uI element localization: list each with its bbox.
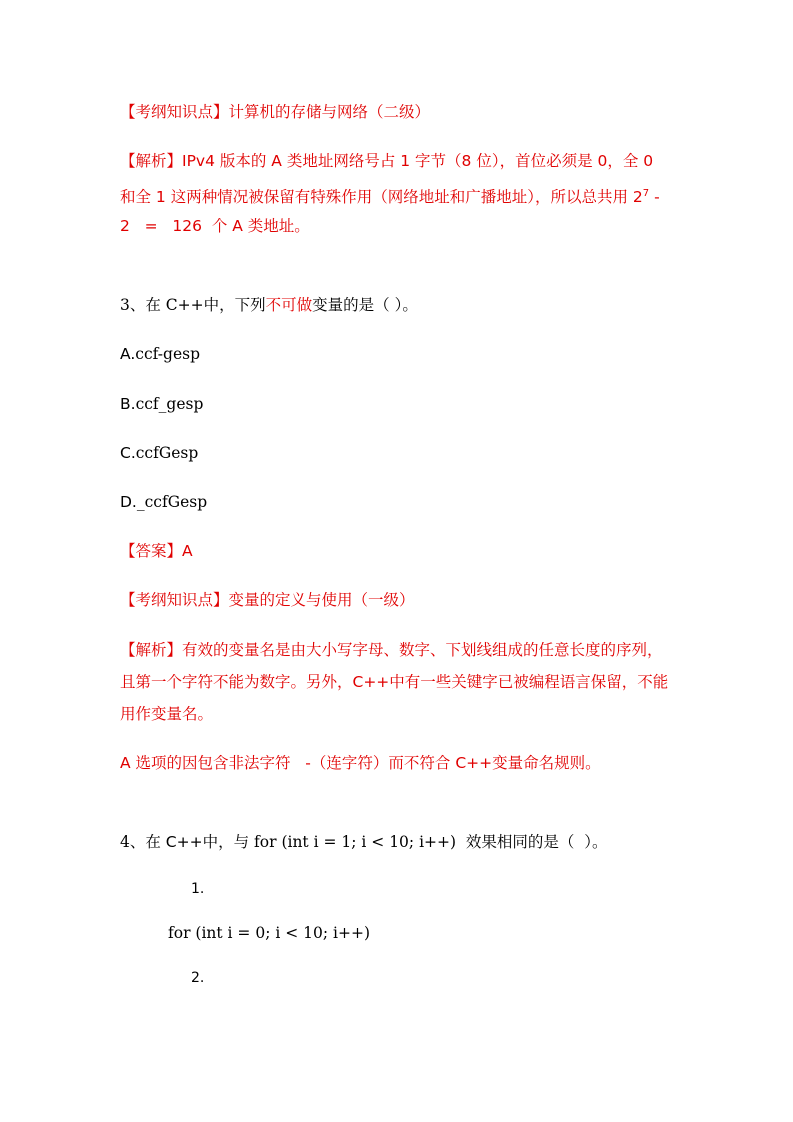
option-text: ccf-gesp <box>135 345 201 363</box>
q3-stem <box>120 295 418 315</box>
option-text: ccfGesp <box>135 444 199 462</box>
q3-stem-emphasis: 不可做 <box>265 296 313 314</box>
q4-item1-code: for (int i = 0; i < 10; i++) <box>168 924 371 942</box>
q4-stem-pre: 4、在 <box>120 833 166 851</box>
option-letter: A. <box>120 345 136 363</box>
q3-answer: 【答案】A <box>120 542 193 560</box>
option-letter: D. <box>120 493 137 511</box>
q3-analysis-line3: 用作变量名。 <box>120 705 214 723</box>
q3-option-a <box>120 344 200 364</box>
q3-stem-post: 变量的是（ ）。 <box>312 296 418 314</box>
q2-analysis-line3: 2 = 126 个 A 类地址。 <box>120 217 310 235</box>
q3-option-d <box>120 492 207 512</box>
q4-stem <box>120 832 608 852</box>
q2-kpoint: 【考纲知识点】计算机的存储与网络（二级） <box>120 103 431 121</box>
option-letter: C. <box>120 444 136 462</box>
q2-analysis-exponent: 7 <box>642 188 650 199</box>
q3-stem-pre: 3、在 C++中，下列 <box>120 296 266 314</box>
q3-option-b <box>120 394 203 414</box>
q4-item2-number: 2. <box>191 970 205 986</box>
option-text: _ccfGesp <box>136 493 208 511</box>
q2-analysis-line2-text: 和全 1 这两种情况被保留有特殊作用（网络地址和广播地址），所以总共用 2 <box>120 188 643 206</box>
q2-analysis-line2 <box>120 184 660 207</box>
q4-item1-number: 1. <box>191 881 205 897</box>
q4-stem-rest: 中，与 for (int i = 1; i < 10; i++) 效果相同的是（ ）。 <box>202 833 608 851</box>
q3-analysis-line1: 【解析】有效的变量名是由大小写字母、数字、下划线组成的任意长度的序列， <box>120 641 663 659</box>
q2-analysis-line2-tail: - <box>649 188 660 206</box>
q3-kpoint: 【考纲知识点】变量的定义与使用（一级） <box>120 591 415 609</box>
q3-analysis-line2: 且第一个字符不能为数字。另外，C++中有一些关键字已被编程语言保留，不能 <box>120 673 669 691</box>
q2-analysis-line1: 【解析】IPv4 版本的 A 类地址网络号占 1 字节（8 位），首位必须是 0，全 0 <box>120 152 654 170</box>
q3-option-c <box>120 443 198 463</box>
q4-stem-cpp: C++ <box>165 833 203 851</box>
option-letter: B. <box>120 395 136 413</box>
option-text: ccf_gesp <box>135 395 204 413</box>
q3-analysis-line4: A 选项的因包含非法字符 -（连字符）而不符合 C++变量命名规则。 <box>120 754 601 772</box>
